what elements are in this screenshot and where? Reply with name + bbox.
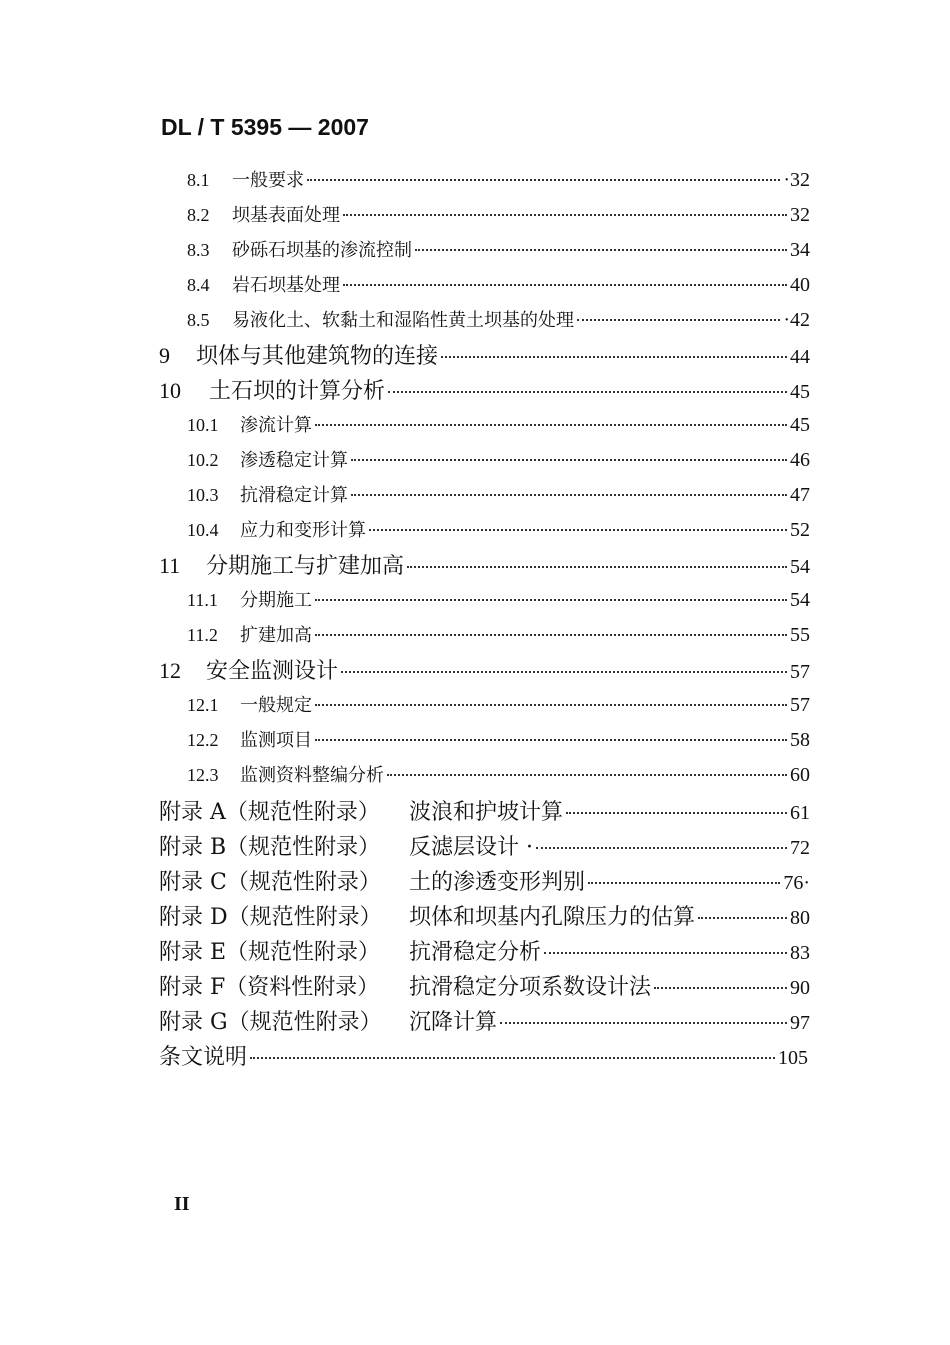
- toc-chapter-page: 44: [790, 346, 810, 368]
- dot-leader: [698, 917, 787, 919]
- document-code-header: DL / T 5395 — 2007: [161, 114, 369, 140]
- dot-leader: [441, 356, 787, 358]
- toc-explanation-title: 条文说明: [159, 1045, 248, 1070]
- toc-entry-page: 47: [790, 484, 810, 506]
- toc-chapter-9[interactable]: [159, 339, 810, 370]
- dot-leader: [654, 987, 787, 989]
- toc-entry-11-2[interactable]: [187, 621, 810, 647]
- dot-leader: [315, 424, 787, 426]
- toc-entry-title: 扩建加高: [240, 625, 312, 646]
- toc-entry-page: 45: [790, 414, 810, 436]
- toc-entry-page: 52: [790, 519, 810, 541]
- toc-appendix-page: 80: [790, 907, 810, 929]
- dot-leader: [351, 459, 787, 461]
- dot-leader: [388, 391, 787, 393]
- toc-entry-title: 分期施工: [240, 590, 312, 611]
- toc-entry-page: ·42: [783, 309, 810, 331]
- toc-entry-number: 8.3: [187, 240, 210, 260]
- dot-leader: [315, 704, 787, 706]
- toc-appendix-label: 附录 G（规范性附录）: [159, 1010, 382, 1035]
- toc-appendix-title: 抗滑稳定分项系数设计法: [409, 975, 652, 1000]
- toc-chapter-number: 11: [159, 553, 181, 578]
- toc-appendix-page: 61: [790, 802, 810, 824]
- toc-appendix-b[interactable]: [159, 830, 810, 861]
- dot-leader: [369, 529, 787, 531]
- toc-entry-page: 34: [790, 239, 810, 261]
- toc-entry-number: 8.5: [187, 310, 210, 330]
- toc-chapter-number: 9: [159, 343, 170, 368]
- toc-appendix-label: 附录 A（规范性附录）: [159, 800, 380, 825]
- dot-leader: [407, 566, 787, 568]
- dot-leader: [566, 812, 787, 814]
- dot-leader: [315, 739, 787, 741]
- toc-entry-number: 10.4: [187, 520, 219, 540]
- toc-entry-10-4[interactable]: [187, 516, 810, 542]
- toc-entry-number: 12.3: [187, 765, 219, 785]
- toc-explanation[interactable]: [159, 1040, 808, 1071]
- toc-entry-number: 12.1: [187, 695, 219, 715]
- page-number: II: [174, 1193, 190, 1215]
- dot-leader: [343, 284, 787, 286]
- dot-leader: [415, 249, 787, 251]
- toc-appendix-e[interactable]: [159, 935, 810, 966]
- toc-chapter-10[interactable]: [159, 374, 810, 405]
- toc-appendix-c[interactable]: [159, 865, 810, 896]
- toc-appendix-label: 附录 F（资料性附录）: [159, 975, 380, 1000]
- toc-entry-number: 10.2: [187, 450, 219, 470]
- toc-appendix-title: 土的渗透变形判别: [409, 870, 586, 895]
- toc-appendix-title: 波浪和护坡计算: [409, 800, 564, 825]
- dot-leader: [536, 847, 787, 849]
- dot-leader: [500, 1022, 787, 1024]
- toc-entry-number: 11.1: [187, 590, 218, 610]
- toc-entry-number: 11.2: [187, 625, 218, 645]
- dot-leader: [315, 634, 787, 636]
- toc-entry-page: ·32: [783, 169, 810, 191]
- toc-entry-title: 抗滑稳定计算: [240, 485, 348, 506]
- toc-appendix-page: 76·: [783, 872, 810, 894]
- toc-entry-title: 监测项目: [240, 730, 312, 751]
- toc-entry-page: 40: [790, 274, 810, 296]
- toc-entry-12-3[interactable]: [187, 761, 810, 787]
- toc-entry-title: 渗透稳定计算: [240, 450, 348, 471]
- toc-chapter-title: 安全监测设计: [206, 659, 339, 684]
- toc-appendix-title: 沉降计算: [409, 1010, 498, 1035]
- toc-entry-title: 一般规定: [240, 695, 312, 716]
- toc-entry-page: 32: [790, 204, 810, 226]
- toc-entry-title: 应力和变形计算: [240, 520, 366, 541]
- toc-entry-number: 8.4: [187, 275, 210, 295]
- toc-appendix-title: 坝体和坝基内孔隙压力的估算: [409, 905, 696, 930]
- toc-appendix-label: 附录 B（规范性附录）: [159, 835, 381, 860]
- toc-entry-title: 岩石坝基处理: [232, 275, 340, 296]
- toc-entry-number: 8.1: [187, 170, 210, 190]
- toc-entry-number: 10.3: [187, 485, 219, 505]
- toc-entry-10-3[interactable]: [187, 481, 810, 507]
- toc-entry-10-2[interactable]: [187, 446, 810, 472]
- dot-leader: [577, 319, 780, 321]
- toc-entry-title: 监测资料整编分析: [240, 765, 384, 786]
- dot-leader: [387, 774, 787, 776]
- toc-entry-8-1[interactable]: [187, 166, 810, 192]
- toc-entry-number: 10.1: [187, 415, 219, 435]
- toc-appendix-page: 90: [790, 977, 810, 999]
- toc-chapter-page: 57: [790, 661, 810, 683]
- toc-entry-10-1[interactable]: [187, 411, 810, 437]
- toc-entry-title: 坝基表面处理: [232, 205, 340, 226]
- toc-appendix-d[interactable]: [159, 900, 810, 931]
- toc-appendix-f[interactable]: [159, 970, 810, 1001]
- toc-appendix-g[interactable]: [159, 1005, 810, 1036]
- dot-leader: [343, 214, 787, 216]
- toc-entry-page: 60: [790, 764, 810, 786]
- toc-appendix-label: 附录 E（规范性附录）: [159, 940, 381, 965]
- toc-entry-title: 易液化土、软黏土和湿陷性黄土坝基的处理: [232, 310, 574, 331]
- toc-chapter-page: 45: [790, 381, 810, 403]
- toc-chapter-number: 12: [159, 658, 181, 683]
- toc-entry-number: 8.2: [187, 205, 210, 225]
- toc-entry-page: 57: [790, 694, 810, 716]
- toc-entry-8-3[interactable]: [187, 236, 810, 262]
- toc-appendix-title: 抗滑稳定分析: [409, 940, 542, 965]
- toc-entry-12-1[interactable]: [187, 691, 810, 717]
- dot-leader: [307, 179, 780, 181]
- toc-chapter-11[interactable]: [159, 549, 810, 580]
- toc-entry-title: 渗流计算: [240, 415, 312, 436]
- dot-leader: [544, 952, 787, 954]
- toc-appendix-page: 83: [790, 942, 810, 964]
- toc-appendix-label: 附录 C（规范性附录）: [159, 870, 381, 895]
- toc-entry-number: 12.2: [187, 730, 219, 750]
- toc-entry-title: 砂砾石坝基的渗流控制: [232, 240, 412, 261]
- toc-chapter-12[interactable]: [159, 654, 810, 685]
- toc-entry-12-2[interactable]: [187, 726, 810, 752]
- dot-leader: [588, 882, 780, 884]
- dot-leader: [315, 599, 787, 601]
- toc-chapter-number: 10: [159, 378, 181, 403]
- toc-entry-page: 58: [790, 729, 810, 751]
- toc-entry-title: 一般要求: [232, 170, 304, 191]
- toc-chapter-title: 坝体与其他建筑物的连接: [196, 344, 439, 369]
- toc-entry-8-2[interactable]: [187, 201, 810, 227]
- toc-appendix-page: 72: [790, 837, 810, 859]
- toc-appendix-page: 97: [790, 1012, 810, 1034]
- dot-leader: [341, 671, 787, 673]
- toc-chapter-page: 54: [790, 556, 810, 578]
- dot-leader: [351, 494, 787, 496]
- toc-appendix-a[interactable]: [159, 795, 810, 826]
- toc-explanation-page: 105: [778, 1047, 808, 1069]
- toc-entry-page: 54: [790, 589, 810, 611]
- toc-entry-11-1[interactable]: [187, 586, 810, 612]
- toc-chapter-title: 分期施工与扩建加高: [206, 554, 405, 579]
- toc-entry-page: 46: [790, 449, 810, 471]
- toc-entry-8-4[interactable]: [187, 271, 810, 297]
- dot-leader: [250, 1057, 775, 1059]
- toc-entry-page: 55: [790, 624, 810, 646]
- toc-appendix-title: 反滤层设计 ·: [409, 835, 533, 860]
- toc-entry-8-5[interactable]: [187, 306, 810, 332]
- toc-chapter-title: 土石坝的计算分析: [209, 379, 386, 404]
- toc-appendix-label: 附录 D（规范性附录）: [159, 905, 382, 930]
